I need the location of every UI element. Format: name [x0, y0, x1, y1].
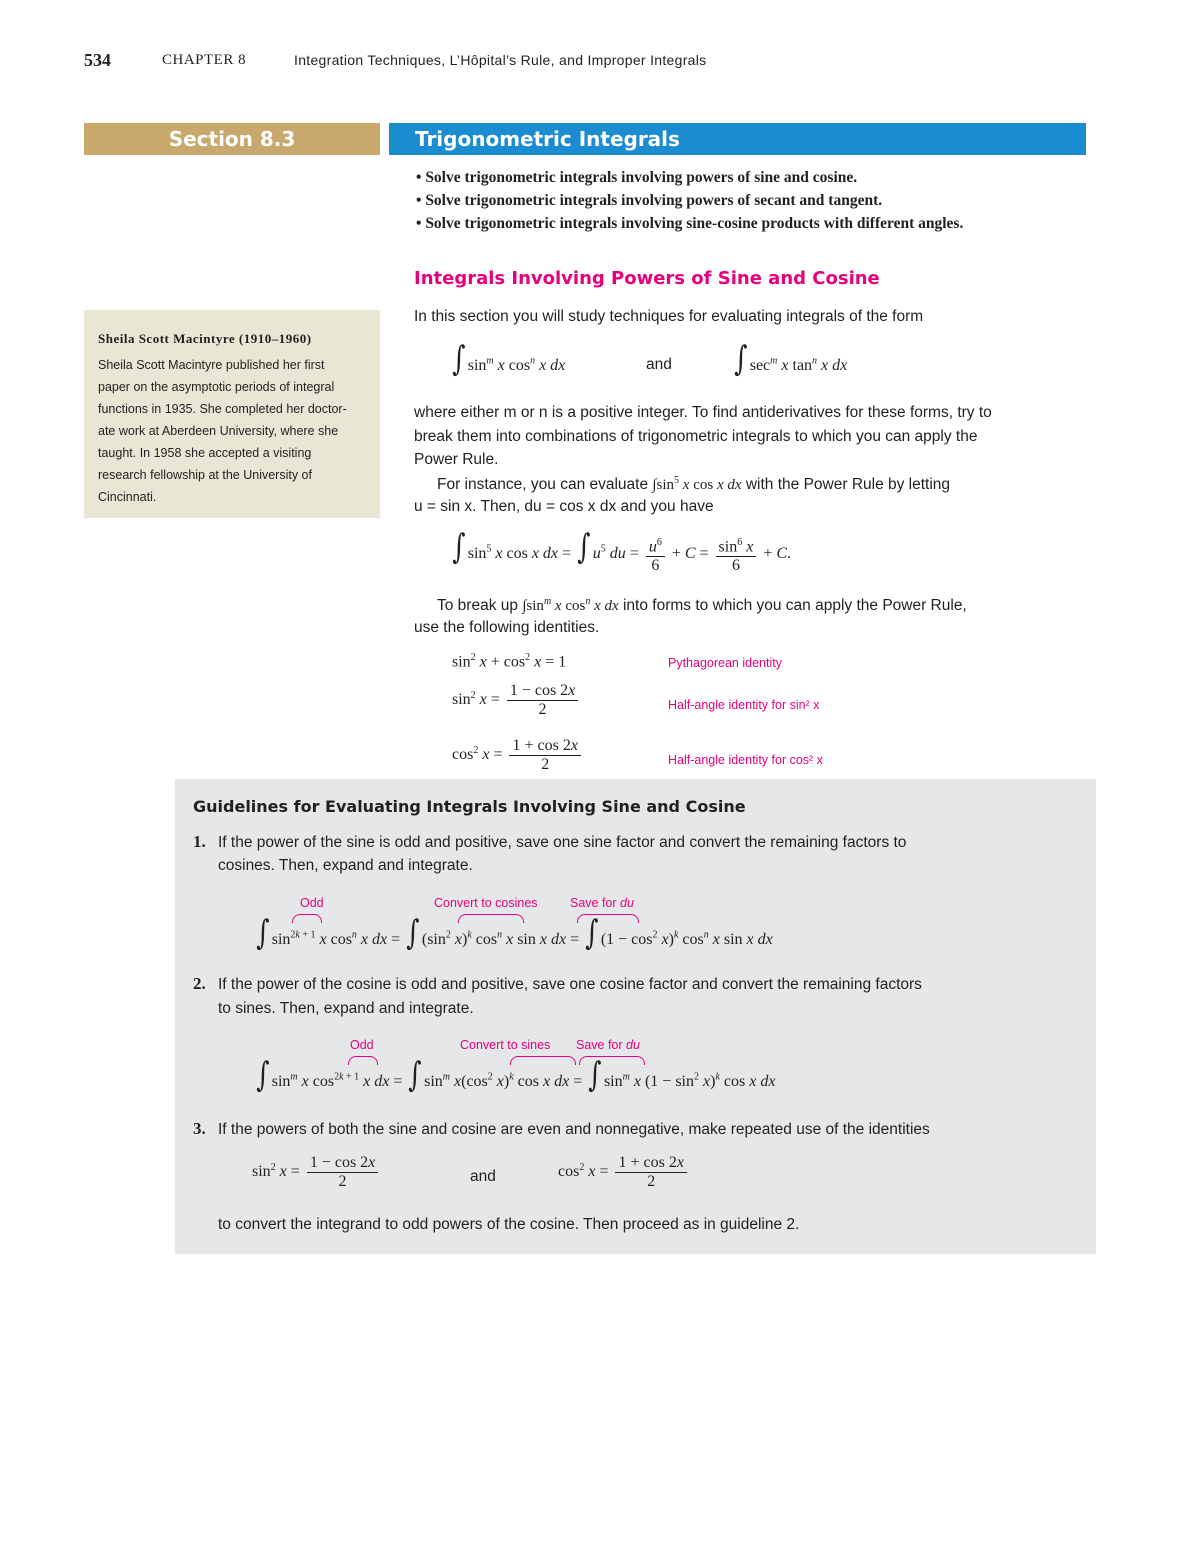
pythagorean-identity: $\sin^2 x + \cos^2 x = 1$	[452, 652, 567, 671]
paragraph-3-line-1: To break up $\int\sin^m$ x $\cos^n x$ dx into forms to which you can apply the Power Rule,	[437, 596, 967, 614]
objective-item: • Solve trigonometric integrals involving powers of secant and tangent.	[416, 192, 883, 209]
paragraph-1-line-2: break them into combinations of trigonometric integrals to which you can apply the	[414, 428, 978, 445]
guideline-3-line-2: to convert the integrand to odd powers of the cosine. Then proceed as in guideline 2.	[218, 1216, 800, 1233]
bio-line: taught. In 1958 she accepted a visiting	[98, 446, 312, 460]
guideline-3-number: 3.	[193, 1119, 206, 1138]
guideline-2-number: 2.	[193, 974, 206, 993]
convert-cosines-annotation: Convert to cosines	[434, 896, 538, 910]
paragraph-1-line-3: Power Rule.	[414, 451, 499, 468]
guideline-1-line-2: cosines. Then, expand and integrate.	[218, 857, 473, 874]
bio-line: functions in 1935. She completed her doctor-	[98, 402, 347, 416]
guidelines-title: Guidelines for Evaluating Integrals Involving Sine and Cosine	[193, 797, 746, 816]
save-for-du-annotation: Save for du	[570, 896, 634, 910]
section-title: Trigonometric Integrals	[389, 123, 1086, 155]
bio-line: ate work at Aberdeen University, where she	[98, 424, 339, 438]
chapter-title: Integration Techniques, L’Hôpital’s Rule, and Improper Integrals	[294, 52, 707, 68]
half-angle-cos-label: Half-angle identity for cos² x	[668, 753, 823, 767]
bio-sidebar	[84, 310, 380, 518]
guideline-2-line-2: to sines. Then, expand and integrate.	[218, 1000, 474, 1017]
pythagorean-label: Pythagorean identity	[668, 656, 782, 670]
bio-line: research fellowship at the University of	[98, 468, 312, 482]
guideline-1-number: 1.	[193, 832, 206, 851]
bio-title: Sheila Scott Macintyre (1910–1960)	[98, 331, 312, 346]
guideline-2-line-1: If the power of the cosine is odd and positive, save one cosine factor and convert the remaining factors	[218, 976, 922, 993]
page-number: 534	[84, 50, 111, 70]
guideline-2-equation: ∫ $\sin^m x$ $\cos^{2k + 1} x$ dx = ∫ $\sin^m x(\cos^2$ x)$^k$ cos x dx = ∫ $\sin^m x$ $(1 - \sin^2 x)^k$ cos x dx	[256, 1055, 776, 1095]
objective-item: • Solve trigonometric integrals involving sine-cosine products with different angles.	[416, 215, 964, 232]
bio-line: Sheila Scott Macintyre published her first	[98, 358, 325, 372]
integral-form-sec-tan: ∫ $\sec^m x$ $\tan^n x$ dx	[734, 339, 848, 379]
odd-annotation: Odd	[300, 896, 324, 910]
integral-form-sin-cos: ∫ $\sin^m x$ $\cos^n x$ dx	[452, 339, 566, 379]
page-header	[84, 50, 1094, 74]
half-angle-sin: $\sin^2 x$ = $\frac{1 - \cos 2x}{2}$	[452, 682, 581, 719]
objective-item: • Solve trigonometric integrals involving powers of sine and cosine.	[416, 169, 858, 186]
half-angle-cos: $\cos^2 x$ = $\frac{1 + \cos 2x}{2}$	[452, 737, 584, 774]
subheading: Integrals Involving Powers of Sine and Cosine	[414, 268, 880, 289]
chapter-label: CHAPTER 8	[162, 52, 247, 68]
bio-line: paper on the asymptotic periods of integral	[98, 380, 335, 394]
convert-sines-annotation: Convert to sines	[460, 1038, 551, 1052]
half-angle-sin-label: Half-angle identity for sin² x	[668, 698, 820, 712]
paragraph-1-line-1: where either m or n is a positive integer. To find antiderivatives for these forms, try to	[414, 404, 992, 421]
paragraph-2-line-2: u = sin x. Then, du = cos x dx and you have	[414, 498, 714, 515]
power-rule-example: ∫ $\sin^5 x$ cos x dx = ∫ $u^5$ du = $\frac{u^6}{6}$ + C = $\frac{\sin^6 x}{6}$ + C.	[452, 527, 792, 574]
paragraph-2-line-1: For instance, you can evaluate $\int\sin^5$ x cos x dx with the Power Rule by letting	[437, 475, 951, 493]
guideline-3-cos-identity: $\cos^2 x$ = $\frac{1 + \cos 2x}{2}$	[558, 1154, 690, 1191]
guideline-3-line-1: If the powers of both the sine and cosine are even and nonnegative, make repeated use of the identities	[218, 1121, 930, 1138]
and-text: and	[646, 356, 672, 373]
guideline-1-line-1: If the power of the sine is odd and positive, save one sine factor and convert the remaining factors to	[218, 834, 907, 851]
objectives-list	[416, 166, 1096, 235]
section-tab: Section 8.3	[84, 123, 380, 155]
and-text: and	[470, 1168, 496, 1185]
bio-line: Cincinnati.	[98, 490, 157, 504]
paragraph-3-line-2: use the following identities.	[414, 619, 600, 636]
save-for-du-annotation: Save for du	[576, 1038, 640, 1052]
odd-annotation: Odd	[350, 1038, 374, 1052]
intro-text: In this section you will study techniques for evaluating integrals of the form	[414, 308, 924, 325]
guideline-1-equation: ∫ $\sin^{2k + 1} x$ $\cos^n x$ dx = ∫ ($\sin^2$ x)$^k$ $\cos^n x$ sin x dx = ∫ $(1 - \cos^2 x)^k$ $\cos^n x$ sin x dx	[256, 913, 773, 953]
guideline-3-sin-identity: $\sin^2 x$ = $\frac{1 - \cos 2x}{2}$	[252, 1154, 381, 1191]
